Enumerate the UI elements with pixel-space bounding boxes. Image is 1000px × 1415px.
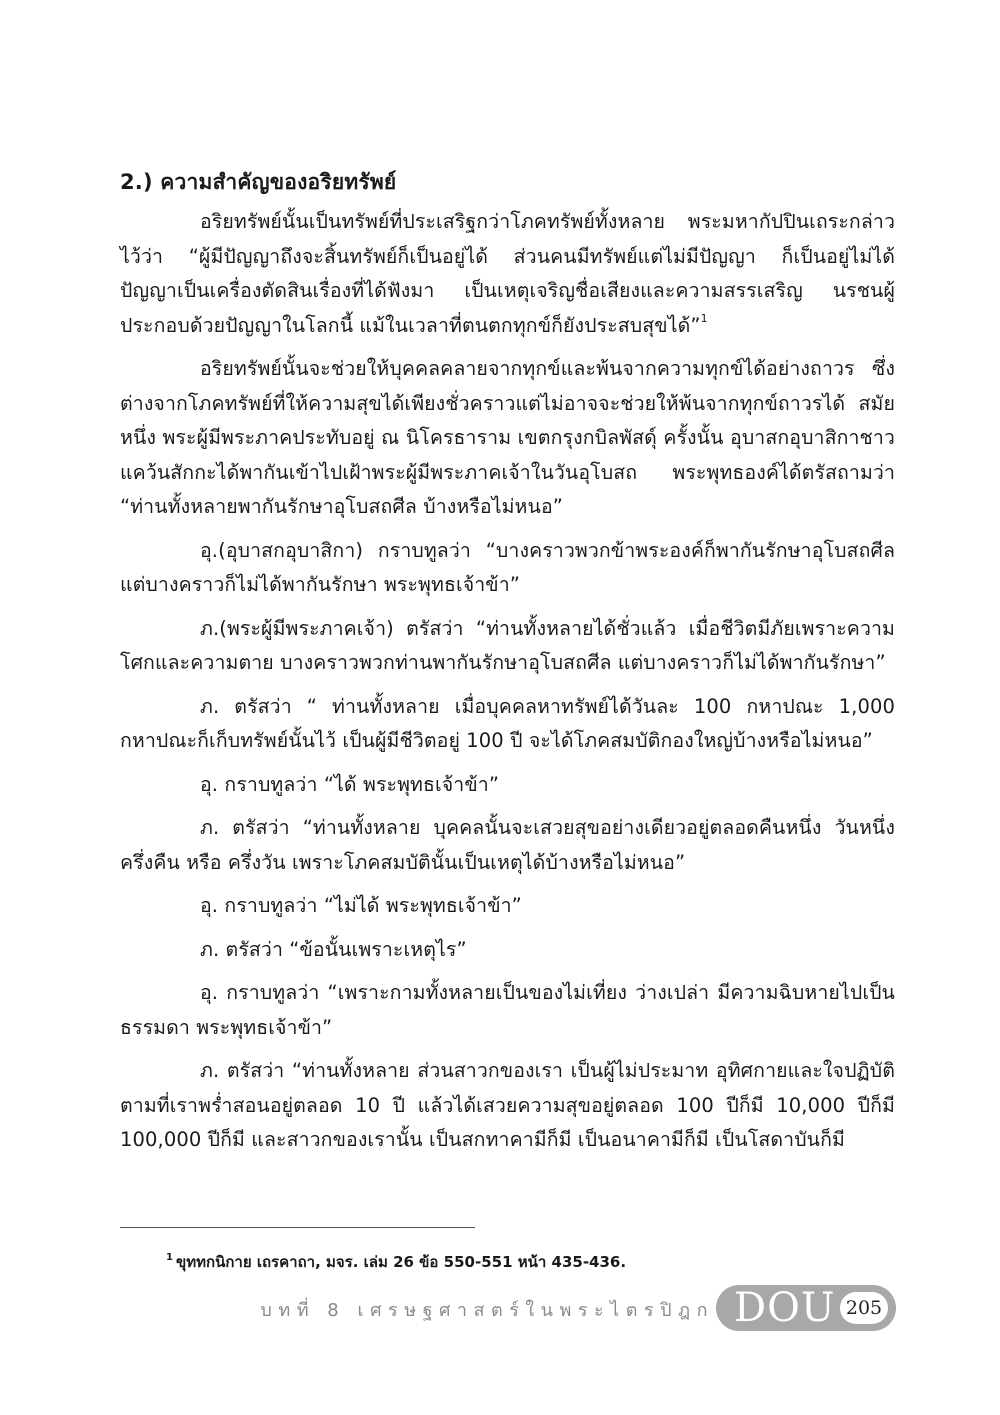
footnote-marker: 1 bbox=[166, 1252, 173, 1263]
paragraph-10: อุ. กราบทูลว่า “เพราะกามทั้งหลายเป็นของไม่เที่ยง ว่างเปล่า มีความฉิบหายไปเป็นธรรมดา พระพุทธเจ้าข้า” bbox=[120, 981, 895, 1039]
paragraph-7: ภ. ตรัสว่า “ท่านทั้งหลาย บุคคลนั้นจะเสวยสุขอย่างเดียวอยู่ตลอดคืนหนึ่ง วันหนึ่ง ครึ่งคืน หรือ ครึ่งวัน เพราะโภคสมบัตินั้นเป็นเหตุได้บ้างหรือไม่หนอ” bbox=[120, 816, 895, 874]
footnote-ref[interactable]: 1 bbox=[700, 311, 708, 325]
dou-logo: DOU bbox=[734, 1285, 836, 1331]
footnote-divider bbox=[120, 1227, 475, 1228]
footnote-text: ขุททกนิกาย เถรคาถา, มจร. เล่ม 26 ข้อ 550-551 หน้า 435-436. bbox=[175, 1253, 627, 1271]
paragraph-8: อุ. กราบทูลว่า “ไม่ได้ พระพุทธเจ้าข้า” bbox=[200, 894, 522, 917]
page-number: 205 bbox=[840, 1292, 888, 1324]
paragraph-3: อุ.(อุบาสกอุบาสิกา) กราบทูลว่า “บางคราวพวกข้าพระองค์ก็พากันรักษาอุโบสถศีล แต่บางคราวก็ไม่ได้พากันรักษา พระพุทธเจ้าข้า” bbox=[120, 538, 895, 596]
paragraph-1-text: อริยทรัพย์นั้นเป็นทรัพย์ที่ประเสริฐกว่าโภคทรัพย์ทั้งหลาย พระมหากัปปินเถระกล่าวไว้ว่า “ผู้มีปัญญาถึงจะสิ้นทรัพย์ก็เป็นอยู่ได้ ส่วนคนมีทรัพย์แต่ไม่มีปัญญา ก็เป็นอยู่ไม่ได้ ปัญญาเป็นเครื่องตัดสินเรื่องที่ได้ฟังมา เป็นเหตุเจริญชื่อเสียงและความสรรเสริญ นรชนผู้ประกอบด้วยปัญญาในโลกนี้ แม้ในเวลาที่ตนตกทุกข์ก็ยังประสบสุขได้” bbox=[120, 210, 895, 337]
paragraph-9: ภ. ตรัสว่า “ข้อนั้นเพราะเหตุไร” bbox=[200, 937, 467, 961]
body-text bbox=[120, 205, 895, 1167]
footnote bbox=[166, 1250, 626, 1274]
paragraph-2: อริยทรัพย์นั้นจะช่วยให้บุคคลคลายจากทุกข์และพ้นจากความทุกข์ได้อย่างถาวร ซึ่ง ต่างจากโภคทรัพย์ที่ให้ความสุขได้เพียงชั่วคราวแต่ไม่อาจจะช่วยให้พ้นจากทุกข์ถาวรได้ สมัยหนึ่ง พระผู้มีพระภาคประทับอยู่ ณ นิโครธาราม เขตกรุงกบิลพัสดุ์ ครั้งนั้น อุบาสกอุบาสิกาชาวแคว้นสักกะได้พากันเข้าไปเฝ้าพระผู้มีพระภาคเจ้าในวันอุโบสถ พระพุทธองค์ได้ตรัสถามว่า “ท่านทั้งหลายพากันรักษาอุโบสถศีล บ้างหรือไม่หนอ” bbox=[120, 357, 895, 518]
paragraph-1 bbox=[120, 205, 895, 343]
page-badge bbox=[716, 1285, 896, 1331]
paragraph-6: อุ. กราบทูลว่า “ได้ พระพุทธเจ้าข้า” bbox=[200, 772, 500, 796]
paragraph-4: ภ.(พระผู้มีพระภาคเจ้า) ตรัสว่า “ท่านทั้งหลายได้ชั่วแล้ว เมื่อชีวิตมีภัยเพราะความโศกและความตาย บางคราวพวกท่านพากันรักษาอุโบสถศีล แต่บางคราวก็ไม่ได้พากันรักษา” bbox=[120, 616, 895, 674]
section-heading: 2.) ความสำคัญของอริยทรัพย์ bbox=[120, 170, 397, 194]
paragraph-5: ภ. ตรัสว่า “ ท่านทั้งหลาย เมื่อบุคคลหาทรัพย์ได้วันละ 100 กหาปณะ 1,000 กหาปณะก็เก็บทรัพย์นั้นไว้ เป็นผู้มีชีวิตอยู่ 100 ปี จะได้โภคสมบัติกองใหญ่บ้างหรือไม่หนอ” bbox=[120, 694, 895, 752]
chapter-title: บทที่ 8 เศรษฐศาสตร์ในพระไตรปิฎก bbox=[260, 1300, 714, 1321]
paragraph-11: ภ. ตรัสว่า “ท่านทั้งหลาย ส่วนสาวกของเรา เป็นผู้ไม่ประมาท อุทิศกายและใจปฏิบัติตามที่เราพร่ำสอนอยู่ตลอด 10 ปี แล้วได้เสวยความสุขอยู่ตลอด 100 ปีก็มี 10,000 ปีก็มี 100,000 ปีก็มี และสาวกของเรานั้น เป็นสกทาคามีก็มี เป็นอนาคามีก็มี เป็นโสดาบันก็มี bbox=[120, 1059, 895, 1151]
